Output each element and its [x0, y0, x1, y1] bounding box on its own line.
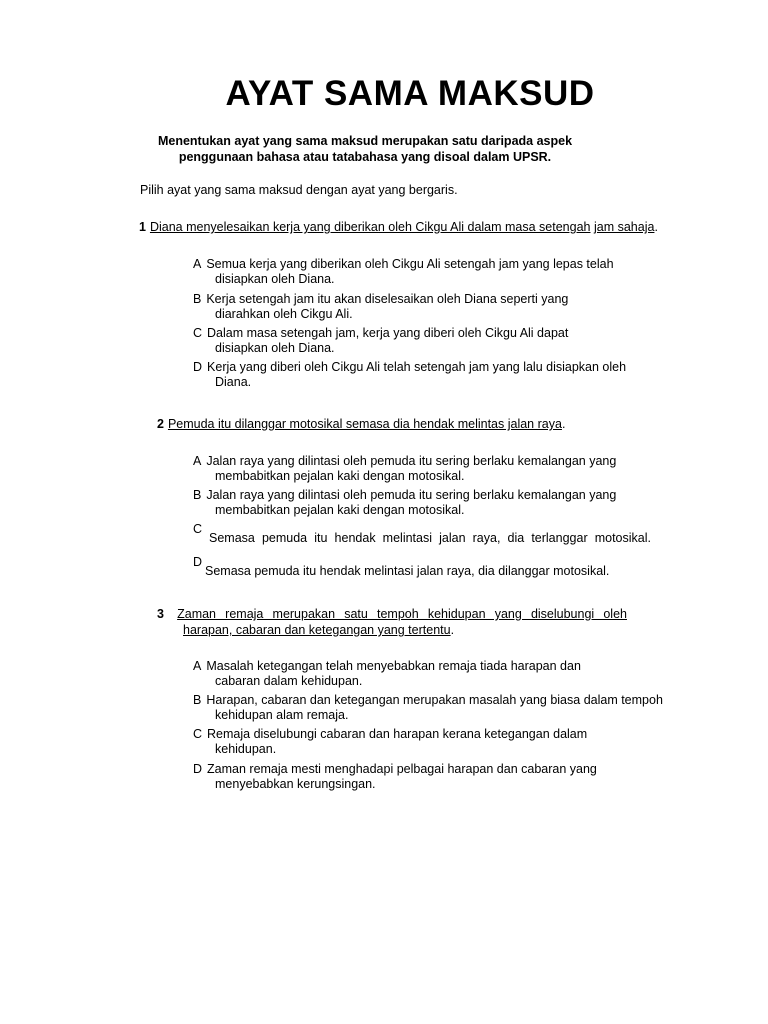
- option-text-cont: membabitkan pejalan kaki dengan motosikal.: [215, 469, 465, 483]
- question-number: 3: [157, 607, 164, 621]
- option-letter: D: [193, 555, 203, 569]
- instruction-text: Pilih ayat yang sama maksud dengan ayat yang bergaris.: [140, 183, 458, 197]
- option-letter: C: [193, 727, 203, 741]
- option-3d: [193, 762, 643, 792]
- option-text: Jalan raya yang dilintasi oleh pemuda itu sering berlaku kemalangan yang: [206, 454, 617, 468]
- intro-paragraph: [110, 133, 620, 165]
- option-2c-text: Semasa pemuda itu hendak melintasi jalan raya, dia terlanggar motosikal.: [209, 531, 651, 545]
- option-2d-text: Semasa pemuda itu hendak melintasi jalan raya, dia dilanggar motosikal.: [205, 564, 610, 578]
- option-letter: A: [193, 454, 202, 468]
- option-1b: [193, 292, 613, 322]
- option-3a: [193, 659, 626, 689]
- option-letter: A: [193, 659, 202, 673]
- option-text: Kerja yang diberi oleh Cikgu Ali telah setengah jam yang lalu disiapkan oleh: [207, 360, 627, 374]
- option-text-cont: menyebabkan kerungsingan.: [215, 777, 376, 791]
- option-3b: [193, 693, 683, 723]
- option-1a: [193, 257, 660, 287]
- question-end: .: [561, 417, 566, 431]
- option-text: Jalan raya yang dilintasi oleh pemuda itu sering berlaku kemalangan yang: [206, 488, 617, 502]
- question-underlined-text: Diana menyelesaikan kerja yang diberikan oleh Cikgu Ali dalam masa setengah: [149, 220, 591, 234]
- option-text: Masalah ketegangan telah menyebabkan remaja tiada harapan dan: [206, 659, 581, 673]
- question-underlined-text: harapan, cabaran dan ketegangan yang tertentu: [183, 623, 451, 637]
- option-letter: B: [193, 292, 202, 306]
- option-text: Harapan, cabaran dan ketegangan merupakan masalah yang biasa dalam tempoh: [206, 693, 663, 707]
- question-3-stem: [157, 606, 627, 638]
- option-letter: C: [193, 326, 203, 340]
- question-underlined-text: Zaman remaja merupakan satu tempoh kehidupan yang diselubungi oleh: [177, 607, 627, 621]
- option-1d: [193, 360, 653, 390]
- option-2b: [193, 488, 663, 518]
- intro-line-1: Menentukan ayat yang sama maksud merupakan satu daripada aspek: [157, 134, 573, 148]
- question-2-stem: [157, 416, 565, 432]
- option-text: Zaman remaja mesti menghadapi pelbagai harapan dan cabaran yang: [207, 762, 597, 776]
- option-letter: D: [193, 762, 203, 776]
- option-text-cont: kehidupan.: [215, 742, 277, 756]
- option-letter: B: [193, 488, 202, 502]
- option-text-cont: Diana.: [215, 375, 252, 389]
- option-letter: C: [193, 522, 203, 536]
- question-number: 2: [157, 417, 164, 431]
- option-letter: A: [193, 257, 202, 271]
- option-text: Remaja diselubungi cabaran dan harapan kerana ketegangan dalam: [207, 727, 588, 741]
- option-3c: [193, 727, 643, 757]
- option-text: Semua kerja yang diberikan oleh Cikgu Ali setengah jam yang lepas telah: [206, 257, 614, 271]
- option-text-cont: disiapkan oleh Diana.: [215, 272, 335, 286]
- option-text-cont: disiapkan oleh Diana.: [215, 341, 335, 355]
- option-2a: [193, 454, 663, 484]
- question-underlined-text: jam sahaja: [593, 220, 655, 234]
- option-letter: D: [193, 360, 203, 374]
- option-text: Kerja setengah jam itu akan diselesaikan oleh Diana seperti yang: [206, 292, 569, 306]
- option-text-cont: diarahkan oleh Cikgu Ali.: [215, 307, 353, 321]
- question-end: .: [654, 220, 658, 234]
- option-1c: [193, 326, 603, 356]
- question-1-stem: [139, 219, 658, 235]
- option-text-cont: kehidupan alam remaja.: [215, 708, 349, 722]
- question-underlined-text: Pemuda itu dilanggar motosikal semasa dia hendak melintas jalan raya: [167, 417, 562, 431]
- option-text-cont: cabaran dalam kehidupan.: [215, 674, 363, 688]
- option-letter: B: [193, 693, 202, 707]
- option-text: Dalam masa setengah jam, kerja yang diberi oleh Cikgu Ali dapat: [207, 326, 569, 340]
- question-end: .: [450, 623, 455, 637]
- option-text-cont: membabitkan pejalan kaki dengan motosikal.: [215, 503, 465, 517]
- page-title: AYAT SAMA MAKSUD: [225, 74, 595, 113]
- question-number: 1: [139, 220, 146, 234]
- intro-line-2: penggunaan bahasa atau tatabahasa yang disoal dalam UPSR.: [178, 150, 552, 164]
